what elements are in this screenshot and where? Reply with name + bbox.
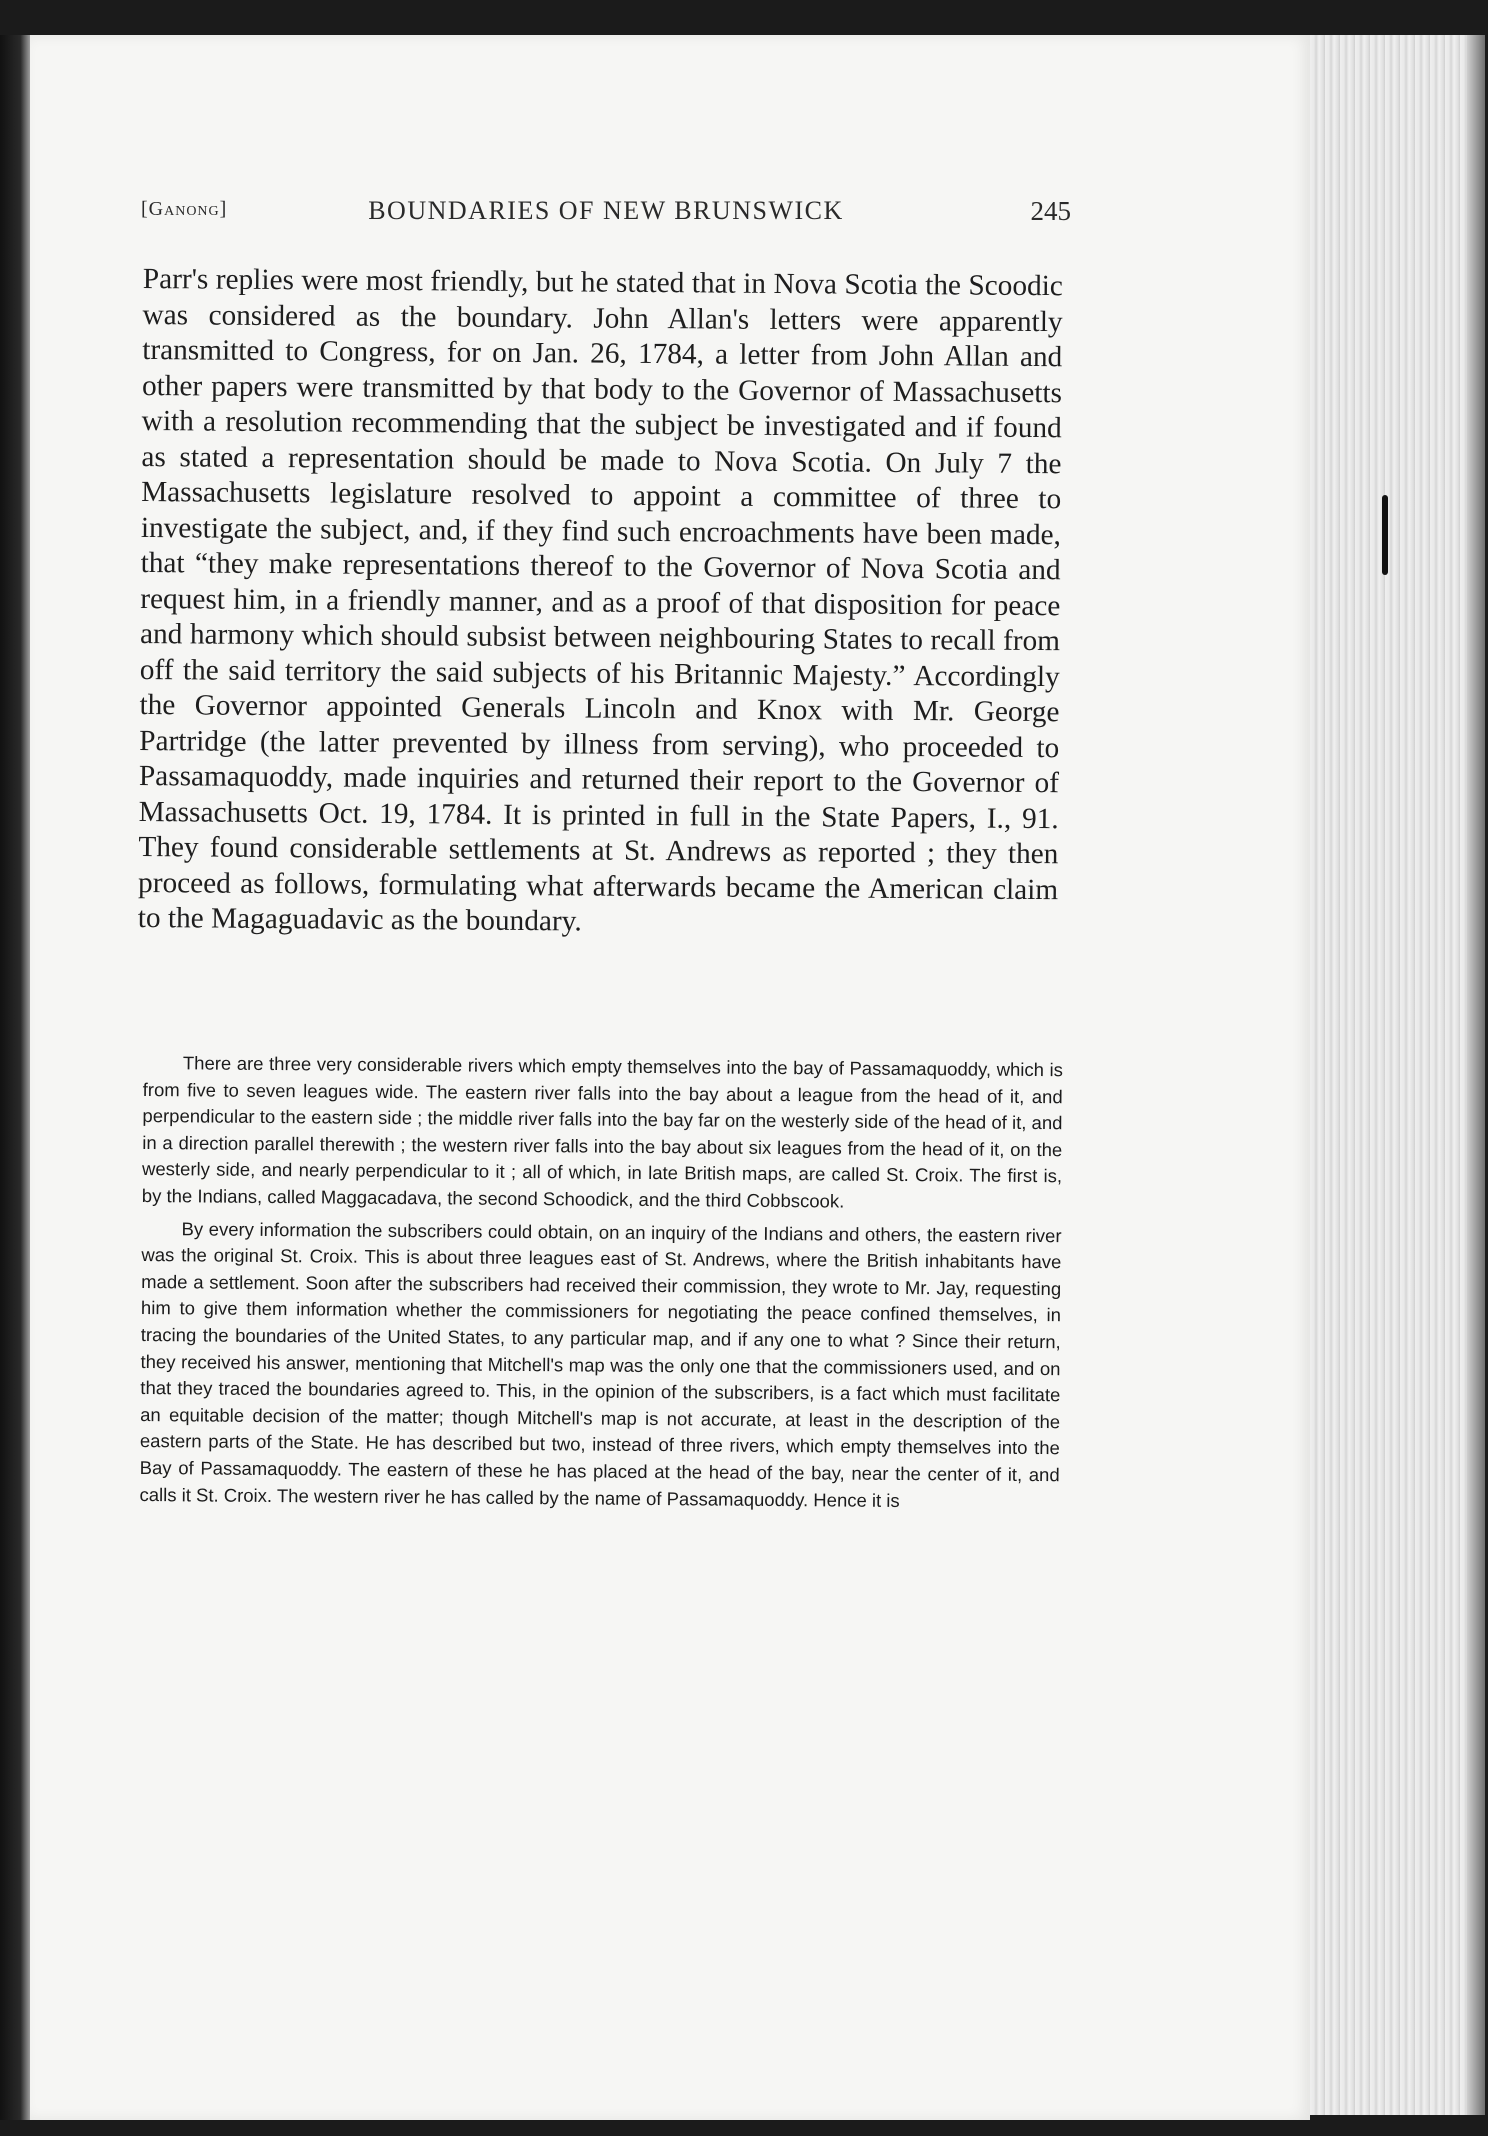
block-quote [139,1050,1063,1521]
header-author: [Ganong] [141,198,228,220]
page-edge-mark [1382,495,1388,575]
body-paragraph: Parr's replies were most friendly, but he stated that in Nova Scotia the Scoodic was considered as the boundary. John Allan's letters were apparently transmitted to Congress, for on Jan. 26, 1784, a letter from John Allan and other papers were transmitted by that body to the Governor of Massachusetts with a resolution recommending that the subject be investigated and if found as stated a representation should be made to Nova Scotia. On July 7 the Massachusetts legislature resolved to appoint a committee of three to investigate the subject, and, if they find such encroachments have been made, that “they make representations thereof to the Governor of Nova Scotia and request him, in a friendly manner, and as a proof of that disposition for peace and harmony which should subsist between neighbouring States to recall from off the said territory the said subjects of his Britannic Majesty.” Accordingly the Governor appointed Generals Lincoln and Knox with Mr. George Partridge (the latter prevented by illness from serving), who proceeded to Passamaquoddy, made inquiries and returned their report to the Governor of Massachusetts Oct. 19, 1784. It is printed in full in the State Papers, I., 91. They found considerable settlements at St. Andrews as reported ; they then proceed as follows, formulating what afterwards became the American claim to the Magaguadavic as the boundary. [137,262,1063,938]
page-number: 245 [1030,196,1071,226]
quote-paragraph-2: By every information the subscribers could obtain, on an inquiry of the Indians and others, the eastern river was the original St. Croix. This is about three leagues east of St. Andrews, where the British inhabitants have made a settlement. Soon after the subscribers had received their commission, they wrote to Mr. Jay, requesting him to give them information whether the commissioners for negotiating the peace confined themselves, in tracing the boundaries of the United States, to any particular map, and if any one to what ? Since their return, they received his answer, mentioning that Mitchell's map was the only one that the commissioners used, and on that they traced the boundaries agreed to. This, in the opinion of the subscribers, is a fact which must facilitate an equitable decision of the matter; though Mitchell's map is not accurate, at least in the description of the eastern parts of the State. He has described but two, instead of three rivers, which empty themselves into the Bay of Passamaquoddy. The eastern of these he has placed at the head of the bay, near the center of it, and calls it St. Croix. The western river he has called by the name of Passamaquoddy. Hence it is [139,1217,1062,1511]
running-header [141,196,1071,240]
page-edges [1295,35,1485,2115]
book-spine-shadow [0,35,34,2120]
quote-paragraph-1: There are three very considerable rivers which empty themselves into the bay of Passamaquoddy, which is from five to seven leagues wide. The eastern river falls into the bay about a league from the head of it, and perpendicular to the eastern side ; the middle river falls into the bay far on the westerly side of the head of it, and in a direction parallel therewith ; the western river falls into the bay about six leagues from the head of it, on the westerly side, and nearly perpendicular to it ; all of which, in late British maps, are called St. Croix. The first is, by the Indians, called Maggacadava, the second Schoodick, and the third Cobbscook. [141,1052,1063,1212]
header-title: BOUNDARIES OF NEW BRUNSWICK [368,196,844,225]
